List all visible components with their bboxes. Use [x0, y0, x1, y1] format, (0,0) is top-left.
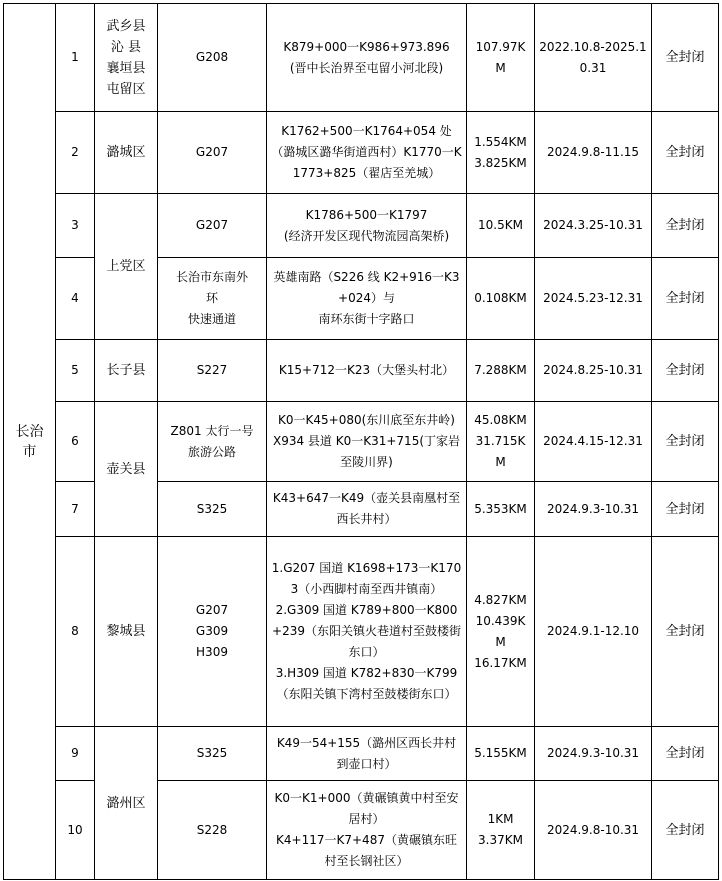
- road-cell: G207: [158, 112, 267, 194]
- table-row: [4, 727, 719, 781]
- method-cell: 全封闭: [652, 340, 719, 402]
- county-cell: 武乡县 沁 县 襄垣县 屯留区: [95, 4, 158, 112]
- road-cell: G207: [158, 194, 267, 258]
- county-cell: 潞州区: [95, 727, 158, 880]
- period-cell: 2024.9.1-12.10: [535, 537, 652, 727]
- table-row: [4, 537, 719, 727]
- road-cell: 长治市东南外 环 快速通道: [158, 258, 267, 340]
- row-number: 6: [56, 402, 95, 482]
- road-cell: S325: [158, 482, 267, 537]
- period-cell: 2024.9.3-10.31: [535, 727, 652, 781]
- period-cell: 2024.9.8-10.31: [535, 781, 652, 880]
- county-cell: 长子县: [95, 340, 158, 402]
- method-cell: 全封闭: [652, 112, 719, 194]
- county-cell: 壶关县: [95, 402, 158, 537]
- section-cell: K43+647一K49（壶关县南凰村至西长井村）: [267, 482, 467, 537]
- period-cell: 2024.3.25-10.31: [535, 194, 652, 258]
- method-cell: 全封闭: [652, 194, 719, 258]
- length-cell: 4.827KM 10.439K M 16.17KM: [467, 537, 535, 727]
- row-number: 8: [56, 537, 95, 727]
- section-cell: 英雄南路（S226 线 K2+916一K3+024）与 南环东街十字路口: [267, 258, 467, 340]
- section-cell: K15+712一K23（大堡头村北）: [267, 340, 467, 402]
- method-cell: 全封闭: [652, 781, 719, 880]
- road-cell: S325: [158, 727, 267, 781]
- section-cell: K0一K1+000（黄碾镇黄中村至安居村） K4+117一K7+487（黄碾镇东旺村至长钢社区）: [267, 781, 467, 880]
- road-cell: G207 G309 H309: [158, 537, 267, 727]
- section-cell: K1762+500一K1764+054 处（潞城区潞华街道西村）K1770一K1773+825（翟店至羌城）: [267, 112, 467, 194]
- method-cell: 全封闭: [652, 537, 719, 727]
- table-row: [4, 194, 719, 258]
- row-number: 1: [56, 4, 95, 112]
- period-cell: 2024.9.3-10.31: [535, 482, 652, 537]
- road-closure-table: [3, 3, 719, 880]
- table-row: [4, 340, 719, 402]
- city-cell: 长治 市: [4, 4, 56, 880]
- section-cell: K879+000一K986+973.896 (晋中长治界至屯留小河北段): [267, 4, 467, 112]
- period-cell: 2024.8.25-10.31: [535, 340, 652, 402]
- length-cell: 0.108KM: [467, 258, 535, 340]
- row-number: 7: [56, 482, 95, 537]
- road-cell: Z801 太行一号 旅游公路: [158, 402, 267, 482]
- row-number: 3: [56, 194, 95, 258]
- length-cell: 45.08KM 31.715K M: [467, 402, 535, 482]
- row-number: 2: [56, 112, 95, 194]
- length-cell: 107.97K M: [467, 4, 535, 112]
- period-cell: 2024.5.23-12.31: [535, 258, 652, 340]
- length-cell: 10.5KM: [467, 194, 535, 258]
- length-cell: 5.353KM: [467, 482, 535, 537]
- table-row: [4, 112, 719, 194]
- row-number: 4: [56, 258, 95, 340]
- section-cell: K1786+500一K1797 (经济开发区现代物流园高架桥): [267, 194, 467, 258]
- road-cell: S227: [158, 340, 267, 402]
- section-cell: 1.G207 国道 K1698+173一K1703（小西脚村南至西井镇南） 2.G309 国道 K789+800一K800+239（东阳关镇火巷道村至鼓楼街东口） 3.H309 国道 K782+830一K799（东阳关镇下湾村至鼓楼街东口）: [267, 537, 467, 727]
- method-cell: 全封闭: [652, 482, 719, 537]
- table-row: [4, 4, 719, 112]
- method-cell: 全封闭: [652, 4, 719, 112]
- row-number: 9: [56, 727, 95, 781]
- length-cell: 5.155KM: [467, 727, 535, 781]
- method-cell: 全封闭: [652, 727, 719, 781]
- length-cell: 1KM 3.37KM: [467, 781, 535, 880]
- length-cell: 1.554KM 3.825KM: [467, 112, 535, 194]
- road-cell: S228: [158, 781, 267, 880]
- county-cell: 上党区: [95, 194, 158, 340]
- table-row: [4, 402, 719, 482]
- period-cell: 2024.4.15-12.31: [535, 402, 652, 482]
- section-cell: K0一K45+080(东川底至东井岭) X934 县道 K0一K31+715(丁家岩至陵川界): [267, 402, 467, 482]
- county-cell: 潞城区: [95, 112, 158, 194]
- length-cell: 7.288KM: [467, 340, 535, 402]
- method-cell: 全封闭: [652, 402, 719, 482]
- road-cell: G208: [158, 4, 267, 112]
- section-cell: K49一54+155（潞州区西长井村到壶口村）: [267, 727, 467, 781]
- period-cell: 2024.9.8-11.15: [535, 112, 652, 194]
- period-cell: 2022.10.8-2025.1 0.31: [535, 4, 652, 112]
- county-cell: 黎城县: [95, 537, 158, 727]
- method-cell: 全封闭: [652, 258, 719, 340]
- row-number: 5: [56, 340, 95, 402]
- row-number: 10: [56, 781, 95, 880]
